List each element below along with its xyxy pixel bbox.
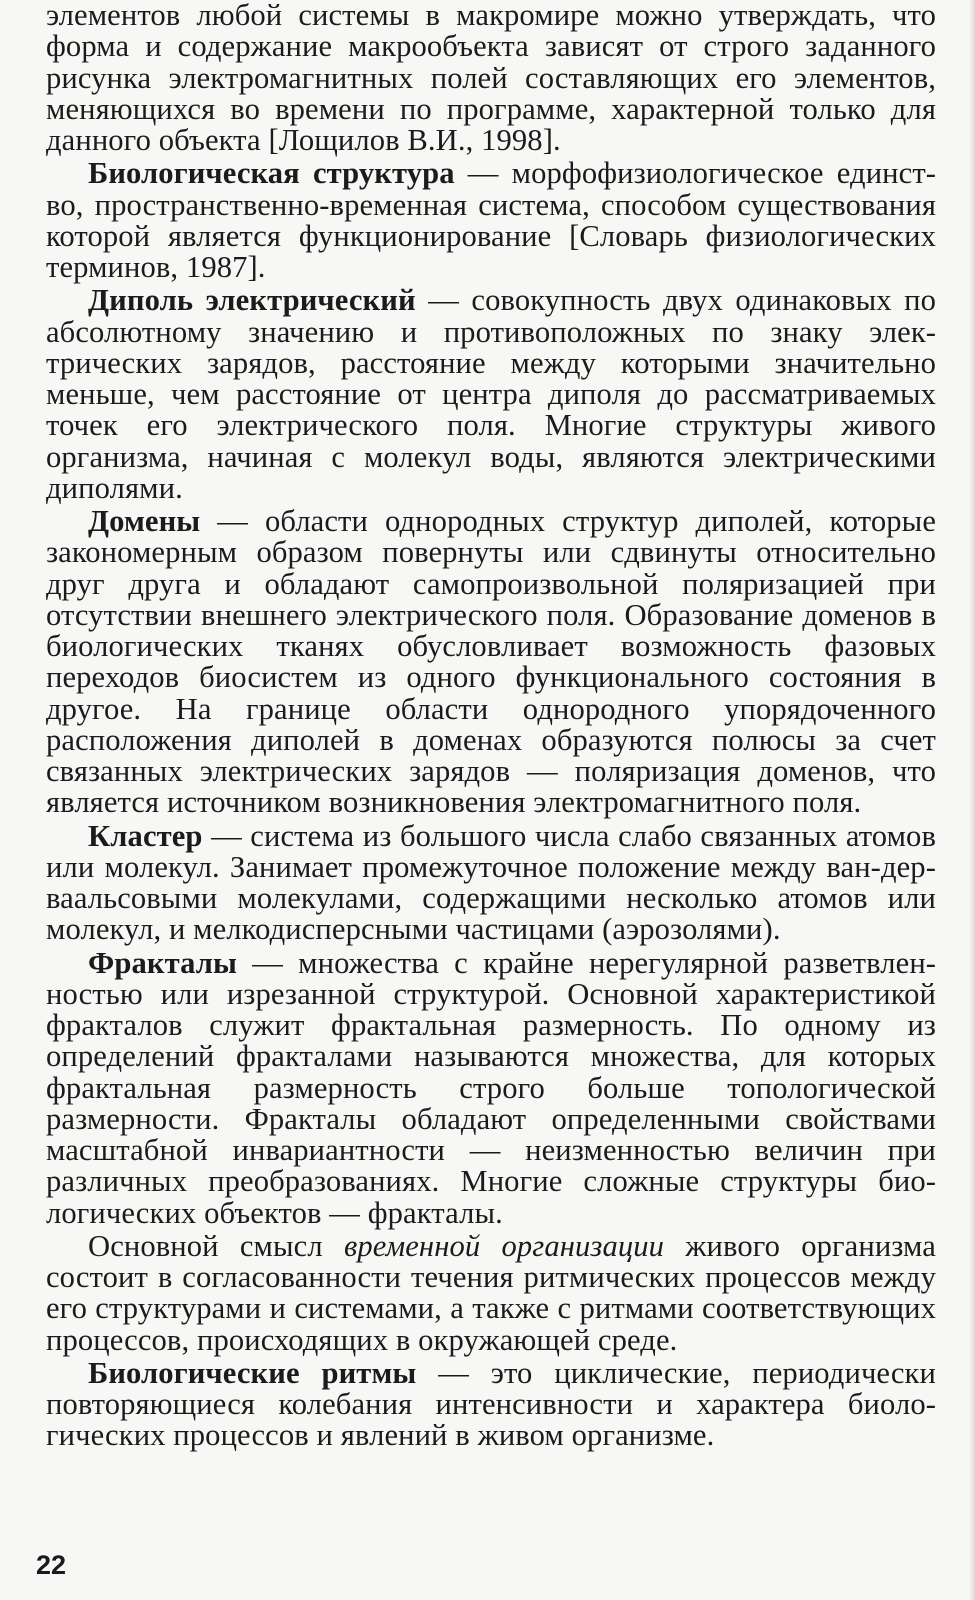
- paragraph-text: — система из большого числа слабо связанных атомов или молекул. Занимает промежуточное положение между ван-дер-ваальсовыми молекулами, содержащими несколько атомов или молекул, и мелкодисперсными частицами (аэрозолями).: [46, 818, 936, 947]
- paragraph-cluster: [46, 818, 936, 947]
- term-heading: Диполь электрический: [88, 283, 416, 318]
- paragraph-text: живого организма состоит в согласованности течения ритмических процессов между его структурами и системами, а также с ритмами соответствующих процессов, происходящих в окружающей среде.: [46, 1228, 936, 1357]
- term-heading: Кластер: [88, 818, 203, 853]
- page-number: 22: [36, 1550, 67, 1580]
- paragraph-fractals: [46, 945, 936, 1230]
- paragraph-continuation: [46, 0, 936, 156]
- term-heading: Фракталы: [88, 945, 238, 980]
- paragraph-temporal-organization: [46, 1228, 936, 1357]
- book-page: [46, 0, 936, 1600]
- term-heading: Домены: [88, 504, 201, 538]
- paragraph-text: — совокупность двух одинаковых по абсолютному значению и противоположных по знаку электрических зарядов, расстояние между которыми значительно меньше, чем расстояние от центра диполя до рассматриваемых точек его электрического поля. Многие структуры живого организма, начиная с молекул воды, являются электрическими диполями.: [46, 283, 937, 505]
- paragraph-domains: [46, 506, 936, 819]
- term-heading: Биологические ритмы: [88, 1355, 417, 1390]
- paragraph-biological-rhythms: [46, 1355, 936, 1453]
- paragraph-text: — морфофизиологическое единство, пространственно-временная система, способом существования которой является функционирование [Словарь физиологических терминов, 1987].: [46, 156, 936, 284]
- paragraph-text: — множества с крайне нерегулярной разветвленностью или изрезанной структурой. Основной характеристикой фракталов служит фрактальная размерность. По одному из определений фракталами называются множества, для которых фрактальная размерность строго больше топологической размерности. Фракталы обладают определенными свойствами масштабной инвариантности — неизменностью величин при различных преобразованиях. Многие сложные структуры биологических объектов — фракталы.: [46, 945, 936, 1230]
- paragraph-biological-structure: [46, 158, 936, 283]
- page-edge-shadow: [969, 0, 975, 1600]
- paragraph-text: элементов любой системы в макромире можно утверждать, что форма и содержание макрообъекта зависят от строго заданного рисунка электромагнитных полей составляющих его элементов, меняющихся во времени по программе, характерной только для данного объекта [Лощилов В.И., 1998].: [46, 0, 936, 157]
- paragraph-text: — области однородных структур диполей, которые закономерным образом повернуты или сдвинуты относительно друг друга и обладают самопроизвольной поляризацией при отсутствии внешнего электрического поля. Образование доменов в биологических тканях обусловливает возможность фазовых переходов биосистем из одного функционального состояния в другое. На границе области однородного упорядоченного расположения диполей в доменах образуются полюсы за счет связанных электрических зарядов — поляризация доменов, что является источником возникновения электромагнитного поля.: [46, 504, 936, 820]
- paragraph-text: — это циклические, периодически повторяющиеся колебания интенсивности и характера биологических процессов и явлений в живом организме.: [46, 1355, 936, 1453]
- term-heading: Биологическая структура: [88, 156, 455, 191]
- paragraph-text-before: Основной смысл: [88, 1228, 344, 1263]
- paragraph-electric-dipole: [46, 285, 936, 504]
- emphasized-phrase: временной организации: [343, 1228, 665, 1263]
